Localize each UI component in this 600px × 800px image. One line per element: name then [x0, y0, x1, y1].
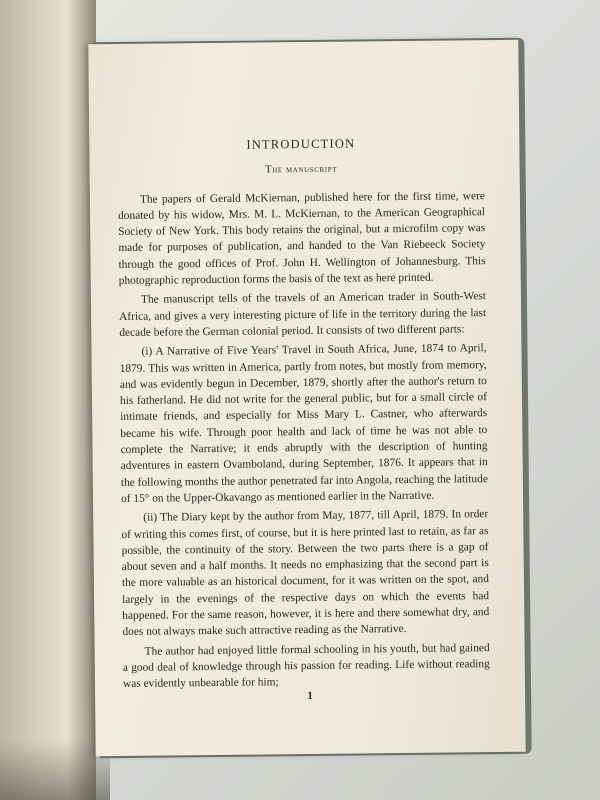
book-page: [88, 40, 525, 756]
chapter-heading: INTRODUCTION: [246, 136, 356, 152]
paragraph-1: The papers of Gerald McKiernan, published here for the first time, were donated by his widow, Mrs. M. L. McKiernan, to the American Geographical Society of New York. This body retains the original, but a microfilm copy was made for purposes of publication, and handed to the Van Riebeeck Society through the good offices of Prof. John H. Wellington of Johannesburg. This photographic reproduction forms the basis of the text as here printed.: [118, 189, 486, 288]
book-shadow: [0, 740, 110, 800]
paragraph-5: The author had enjoyed little formal schooling in his youth, but had gained a good deal of knowledge through his passion for reading. Life without reading was evidently unbearable for him;: [122, 641, 490, 691]
paragraph-diary: (ii) The Diary kept by the author from May, 1877, till April, 1879. In order of writing this comes first, of course, but it is here printed last to retain, as far as possible, the continuity of the story. Between the two parts there is a gap of about seven and a half months. It needs no emphasizing that the second part is the more valuable as an historical document, for it was written on the spot, and largely in the evenings of the respective days on which the events had happened. For the same reason, however, it is here and there somewhat dry, and does not always make such attractive reading as the Narrative.: [121, 508, 490, 639]
page-number: 1: [307, 689, 313, 703]
facing-page: [0, 0, 96, 800]
page-text: [117, 134, 490, 692]
paragraph-2: The manuscript tells of the travels of an American trader in South-West Africa, and gives a very interesting picture of life in the territory during the last decade before the German colonial period. It consists of two different parts:: [119, 290, 487, 339]
section-subheading: The manuscript: [265, 163, 338, 176]
paragraph-narrative: (i) A Narrative of Five Years' Travel in South Africa, June, 1874 to April, 1879. This was written in America, partly from notes, but mostly from memory, and was evidently begun in December, 1879, shortly after the author's return to his fatherland. He did not write for the general public, but for a small circle of intimate friends, and especially for Miss Mary L. Castner, who afterwards became his wife. Through poor health and lack of time he was not able to complete the Narrative; it ends abruptly with the description of hunting adventures in eastern Ovamboland, during September, 1876. It appears that in the following months the author penetrated far into Angola, reaching the latitude of 15° on the Upper-Okavango as mentioned earlier in the Narrative.: [119, 342, 488, 505]
